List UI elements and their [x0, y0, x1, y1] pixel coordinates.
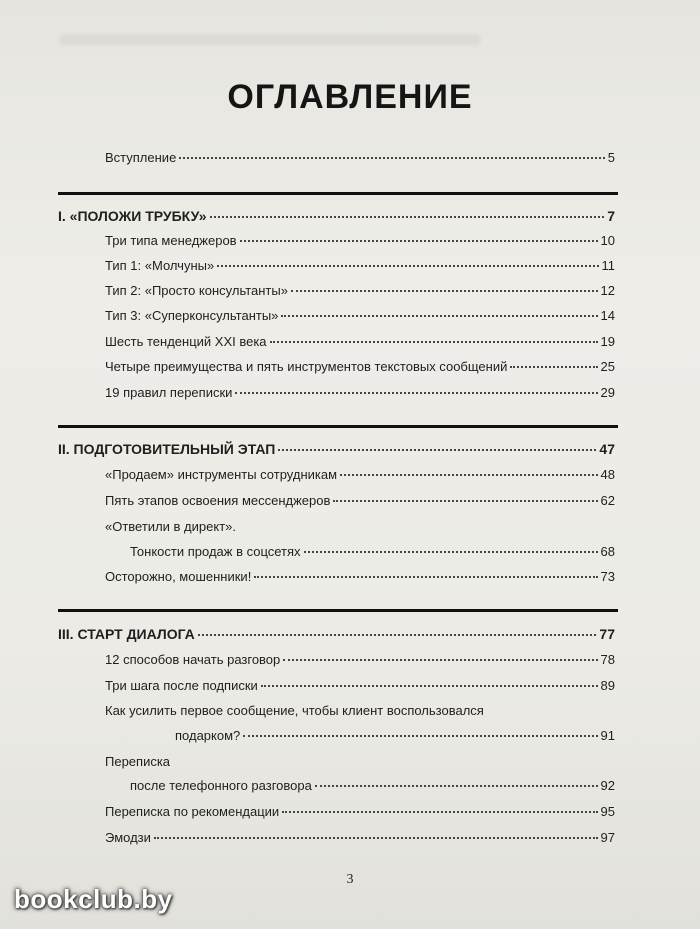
toc-entry: [105, 493, 615, 508]
toc-entry: [130, 544, 615, 559]
toc-entry-page: 48: [600, 467, 615, 482]
toc-entry-label: Три шага после подписки: [105, 678, 258, 693]
toc-part-1: [58, 208, 615, 224]
watermark: bookclub.by: [14, 884, 173, 914]
leader-dots: [282, 811, 597, 813]
toc-entry: [105, 385, 615, 400]
toc-entry-page: 14: [600, 308, 615, 323]
toc-entry: [105, 804, 615, 819]
leader-dots: [340, 474, 598, 476]
toc-entry: [105, 359, 615, 374]
leader-dots: [270, 341, 598, 343]
toc-part-3: [58, 626, 615, 642]
leader-dots: [304, 551, 598, 553]
toc-entry: [130, 778, 615, 793]
toc-entry-label: Эмодзи: [105, 830, 151, 845]
toc-part-page: 7: [607, 208, 615, 224]
leader-dots: [333, 500, 597, 502]
section-divider: [58, 192, 618, 195]
toc-entry-label: подарком?: [175, 728, 241, 743]
toc-entry-page: 19: [600, 334, 615, 349]
toc-entry-label: Три типа менеджеров: [105, 233, 237, 248]
toc-entry-label: Как усилить первое сообщение, чтобы клиент воспользовался: [105, 703, 484, 718]
toc-entry-label: Осторожно, мошенники!: [105, 569, 252, 584]
toc-entry-page: 11: [601, 258, 615, 273]
toc-entry-label: 12 способов начать разговор: [105, 652, 281, 667]
toc-entry-label: Шесть тенденций XXI века: [105, 334, 267, 349]
toc-entry-label: «Ответили в директ».: [105, 519, 236, 534]
toc-entry: [105, 283, 615, 298]
toc-entry-page: 91: [600, 728, 615, 743]
toc-entry-label: «Продаем» инструменты сотрудникам: [105, 467, 338, 482]
leader-dots: [240, 240, 598, 242]
section-divider: [58, 425, 618, 428]
section-divider: [58, 609, 618, 612]
toc-entry: [105, 467, 615, 482]
toc-entry-label: Тип 3: «Суперконсультанты»: [105, 308, 279, 323]
toc-entry: [105, 569, 615, 584]
toc-part-label: III. СТАРТ ДИАЛОГА: [58, 626, 195, 642]
toc-entry-page: 10: [600, 233, 615, 248]
toc-part-label: I. «ПОЛОЖИ ТРУБКУ»: [58, 208, 207, 224]
toc-entry: [105, 830, 615, 845]
leader-dots: [291, 290, 598, 292]
toc-entry-label: Пять этапов освоения мессенджеров: [105, 493, 331, 508]
toc-entry: [105, 258, 615, 273]
leader-dots: [217, 265, 598, 267]
leader-dots: [210, 216, 605, 218]
leader-dots: [154, 837, 598, 839]
toc-entry-label: Переписка: [105, 754, 171, 769]
toc-entry-page: 73: [600, 569, 615, 584]
toc-entry: [175, 728, 615, 743]
toc-entry: [105, 678, 615, 693]
leader-dots: [281, 315, 597, 317]
toc-entry-label: Тип 1: «Молчуны»: [105, 258, 215, 273]
leader-dots: [179, 157, 604, 159]
toc-entry: [105, 334, 615, 349]
toc-entry-page: 78: [600, 652, 615, 667]
toc-entry: [105, 652, 615, 667]
leader-dots: [254, 576, 597, 578]
toc-part-2: [58, 441, 615, 457]
toc-entry-page: 89: [600, 678, 615, 693]
toc-entry: [105, 308, 615, 323]
toc-entry-page: 92: [600, 778, 615, 793]
toc-entry-page: 12: [600, 283, 615, 298]
toc-entry-label: Вступление: [105, 150, 177, 165]
toc-entry-page: 29: [600, 385, 615, 400]
leader-dots: [315, 785, 598, 787]
toc-part-label: II. ПОДГОТОВИТЕЛЬНЫЙ ЭТАП: [58, 441, 276, 457]
toc-entry-page: 25: [600, 359, 615, 374]
toc-entry: [105, 233, 615, 248]
leader-dots: [235, 392, 597, 394]
toc-entry-label: Переписка по рекомендации: [105, 804, 280, 819]
leader-dots: [261, 685, 598, 687]
toc-part-page: 47: [599, 441, 615, 457]
toc-entry-label: после телефонного разговора: [130, 778, 312, 793]
page-title: ОГЛАВЛЕНИЕ: [227, 78, 473, 116]
page-number: 3: [346, 872, 354, 887]
toc-entry-label: Тонкости продаж в соцсетях: [130, 544, 301, 559]
leader-dots: [198, 634, 597, 636]
toc-entry-page: 5: [607, 150, 615, 165]
toc-entry-page: 62: [600, 493, 615, 508]
toc-entry-intro: [105, 150, 615, 165]
leader-dots: [283, 659, 597, 661]
toc-entry-page: 68: [600, 544, 615, 559]
toc-entry-label: 19 правил переписки: [105, 385, 233, 400]
leader-dots: [243, 735, 597, 737]
toc-part-page: 77: [599, 626, 615, 642]
toc-entry-page: 97: [600, 830, 615, 845]
leader-dots: [278, 449, 596, 451]
toc-entry-label: Тип 2: «Просто консультанты»: [105, 283, 288, 298]
toc-entry-label: Четыре преимущества и пять инструментов текстовых сообщений: [105, 359, 508, 374]
toc-entry-page: 95: [600, 804, 615, 819]
leader-dots: [510, 366, 597, 368]
